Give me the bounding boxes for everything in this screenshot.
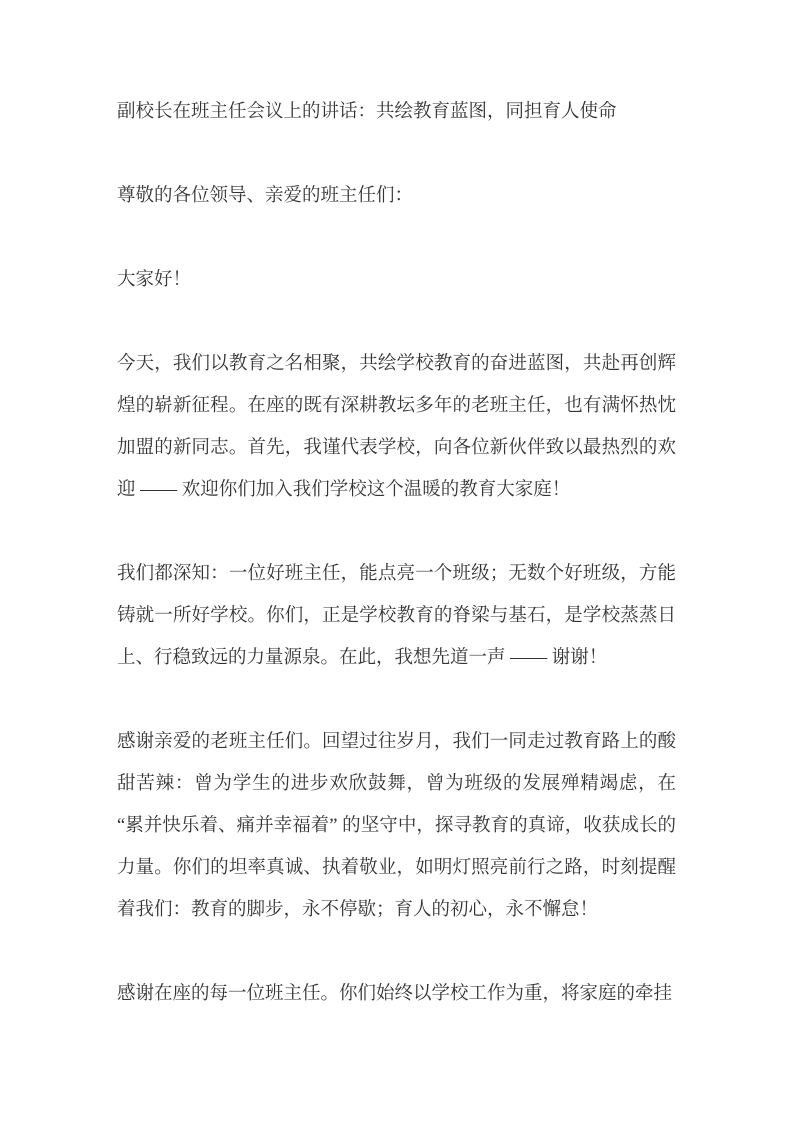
paragraph-thanks-veteran-teachers: 感谢亲爱的老班主任们。回望过往岁月，我们一同走过教育路上的酸甜苦辣：曾为学生的进步欢欣鼓舞，曾为班级的发展殚精竭虑，在“累并快乐着、痛并幸福着” 的坚守中，探寻教育的真谛，收获成长的力量。你们的坦率真诚、执着敬业，如明灯照亮前行之路，时刻提醒着我们：教育的脚步，永不停歇；育人的初心，永不懈怠！ <box>117 732 676 920</box>
paragraph-greeting: 大家好！ <box>117 270 192 290</box>
document-title: 副校长在班主任会议上的讲话：共绘教育蓝图，同担育人使命 <box>117 102 617 122</box>
paragraph-thanks-all-teachers: 感谢在座的每一位班主任。你们始终以学校工作为重，将家庭的牵挂 <box>117 984 673 1004</box>
paragraph-good-teachers: 我们都深知：一位好班主任，能点亮一个班级；无数个好班级，方能铸就一所好学校。你们，正是学校教育的脊梁与基石，是学校蒸蒸日上、行稳致远的力量源泉。在此，我想先道一声 —— 谢谢！ <box>117 564 676 668</box>
paragraph-salutation: 尊敬的各位领导、亲爱的班主任们： <box>117 186 414 206</box>
paragraph-opening-welcome: 今天，我们以教育之名相聚，共绘学校教育的奋进蓝图，共赴再创辉煌的崭新征程。在座的既有深耕教坛多年的老班主任，也有满怀热忱加盟的新同志。首先，我谨代表学校，向各位新伙伴致以最热烈的欢迎 —— 欢迎你们加入我们学校这个温暖的教育大家庭！ <box>117 354 676 500</box>
